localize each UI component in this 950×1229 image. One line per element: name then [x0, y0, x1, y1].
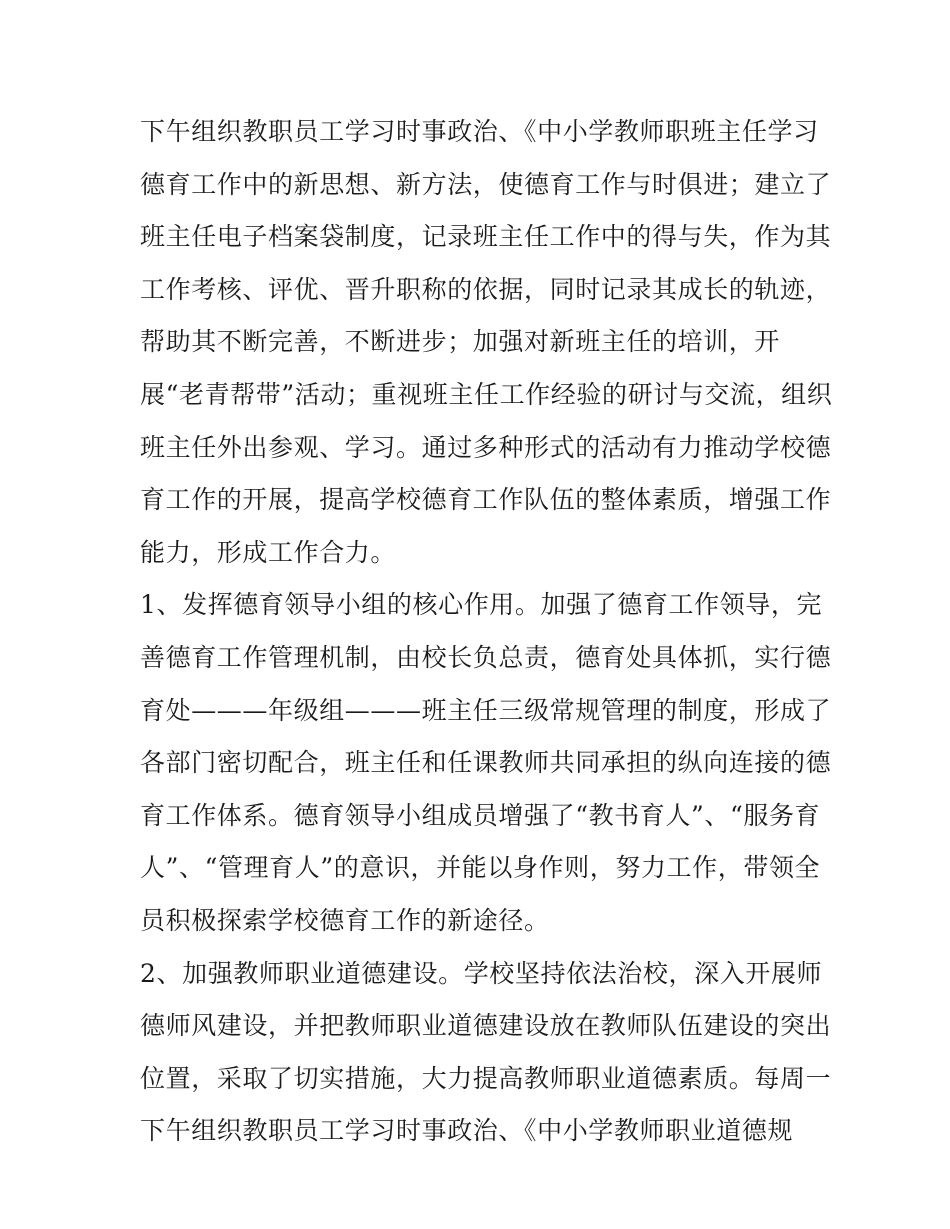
text-line: 员积极探索学校德育工作的新途径。	[140, 905, 550, 935]
text-line: 各部门密切配合，班主任和任课教师共同承担的纵向连接的德	[140, 748, 832, 778]
text-line: 班主任电子档案袋制度，记录班主任工作中的得与失，作为其	[140, 222, 832, 252]
text-line: 下午组织教职员工学习时事政治、《中小学教师职业道德规	[140, 1116, 794, 1146]
text-line: 德育工作中的新思想、新方法，使德育工作与时俱进；建立了	[140, 169, 832, 199]
text-line: 2、加强教师职业道德建设。学校坚持依法治校，深入开展师	[140, 958, 823, 988]
text-line: 1、发挥德育领导小组的核心作用。加强了德育工作领导，完	[140, 590, 823, 620]
text-line: 展“老青帮带”活动；重视班主任工作经验的研讨与交流，组织	[140, 379, 833, 409]
text-line: 下午组织教职员工学习时事政治、《中小学教师职班主任学习	[140, 117, 819, 146]
text-line: 德师风建设，并把教师职业道德建设放在教师队伍建设的突出	[140, 1011, 832, 1041]
text-line: 工作考核、评优、晋升职称的依据，同时记录其成长的轨迹，	[140, 274, 832, 304]
text-line: 人”、“管理育人”的意识，并能以身作则，努力工作，带领全	[140, 853, 821, 883]
text-line: 班主任外出参观、学习。通过多种形式的活动有力推动学校德	[140, 432, 832, 462]
text-line: 帮助其不断完善，不断进步；加强对新班主任的培训，开	[140, 327, 781, 357]
text-line: 位置，采取了切实措施，大力提高教师职业道德素质。每周一	[140, 1063, 832, 1093]
text-line: 育处———年级组———班主任三级常规管理的制度，形成了	[140, 695, 832, 725]
document-body	[140, 106, 833, 1158]
text-line: 育工作的开展，提高学校德育工作队伍的整体素质，增强工作	[140, 485, 832, 515]
text-line: 育工作体系。德育领导小组成员增强了“教书育人”、“服务育	[140, 800, 821, 830]
text-line: 能力，形成工作合力。	[140, 537, 397, 567]
text-line: 善德育工作管理机制，由校长负总责，德育处具体抓，实行德	[140, 642, 832, 672]
